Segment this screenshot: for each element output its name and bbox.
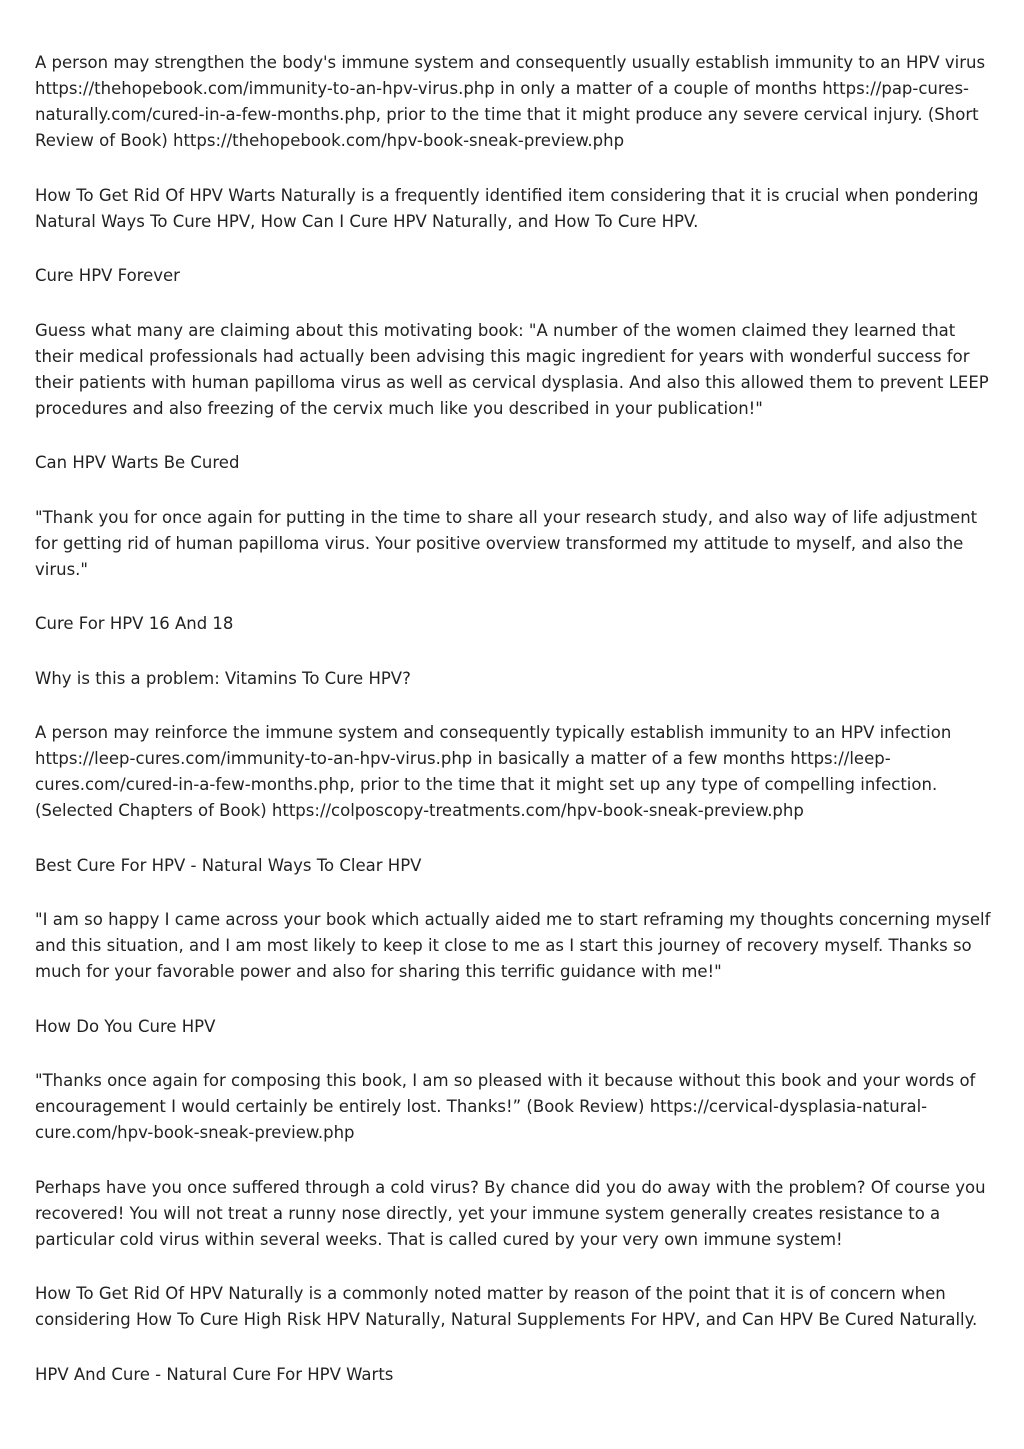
- heading-hpv-and-cure: HPV And Cure - Natural Cure For HPV Warts: [35, 1364, 394, 1384]
- paragraph-get-rid-naturally: How To Get Rid Of HPV Naturally is a commonly noted matter by reason of the point that it is of concern when considering How To Cure High Risk HPV Naturally, Natural Supplements For HPV, and Can HPV Be Cured Naturally.: [35, 1284, 978, 1329]
- heading-can-warts-be-cured: Can HPV Warts Be Cured: [35, 453, 240, 472]
- heading-best-cure: Best Cure For HPV - Natural Ways To Clear HPV: [35, 855, 422, 875]
- paragraph-immunity-intro: A person may strengthen the body's immune system and consequently usually establish immunity to an HPV virus https://thehopebook.com/immunity-to-an-hpv-virus.php in only a matter of a couple of months https://pap-cures-naturally.com/cured-in-a-few-months.php, prior to the time that it might produce any severe cervical injury. (Short Review of Book) https://thehopebook.com/hpv-book-sneak-preview.php: [35, 53, 986, 150]
- paragraph-book-testimonial-1: Guess what many are claiming about this motivating book: "A number of the women claimed they learned that their medical professionals had actually been advising this magic ingredient for years with wonderful success for their patients with human papilloma virus as well as cervical dysplasia. And also this allowed them to prevent LEEP procedures and also freezing of the cervix much like you described in your publication!": [35, 320, 989, 418]
- heading-cure-hpv-16-18: Cure For HPV 16 And 18: [35, 614, 234, 633]
- heading-cure-hpv-forever: Cure HPV Forever: [35, 266, 180, 285]
- paragraph-immunity-second: A person may reinforce the immune system and consequently typically establish immunity to an HPV infection https://leep-cures.com/immunity-to-an-hpv-virus.php in basically a matter of a few months https://leep-cures.com/cured-in-a-few-months.php, prior to the time that it might set up any type of compelling infection. (Selected Chapters of Book) https://colposcopy-treatments.com/hpv-book-sneak-preview.php: [35, 723, 952, 820]
- heading-vitamins-question: Why is this a problem: Vitamins To Cure HPV?: [35, 668, 411, 688]
- heading-how-do-you-cure: How Do You Cure HPV: [35, 1016, 216, 1036]
- paragraph-warts-naturally: How To Get Rid Of HPV Warts Naturally is a frequently identified item considering that it is crucial when pondering Natural Ways To Cure HPV, How Can I Cure HPV Naturally, and How To Cure HPV.: [35, 185, 979, 231]
- paragraph-book-testimonial-2: "Thank you for once again for putting in the time to share all your research study, and also way of life adjustment for getting rid of human papilloma virus. Your positive overview transformed my attitude to myself, and also the virus.": [35, 507, 978, 579]
- paragraph-book-testimonial-3: "I am so happy I came across your book which actually aided me to start reframing my thoughts concerning myself and this situation, and I am most likely to keep it close to me as I start this journey of recovery myself. Thanks so much for your favorable power and also for sharing this terrific guidance with me!": [35, 910, 991, 981]
- paragraph-cold-virus: Perhaps have you once suffered through a cold virus? By chance did you do away with the problem? Of course you recovered! You will not treat a runny nose directly, yet your immune system generally creates resistance to a particular cold virus within several weeks. That is called cured by your very own immune system!: [35, 1177, 986, 1249]
- paragraph-book-review: "Thanks once again for composing this book, I am so pleased with it because without this book and your words of encouragement I would certainly be entirely lost. Thanks!” (Book Review) https://cervical-dysplasia-natural-cure.com/hpv-book-sneak-preview.php: [35, 1071, 976, 1142]
- document-body: [35, 50, 995, 1416]
